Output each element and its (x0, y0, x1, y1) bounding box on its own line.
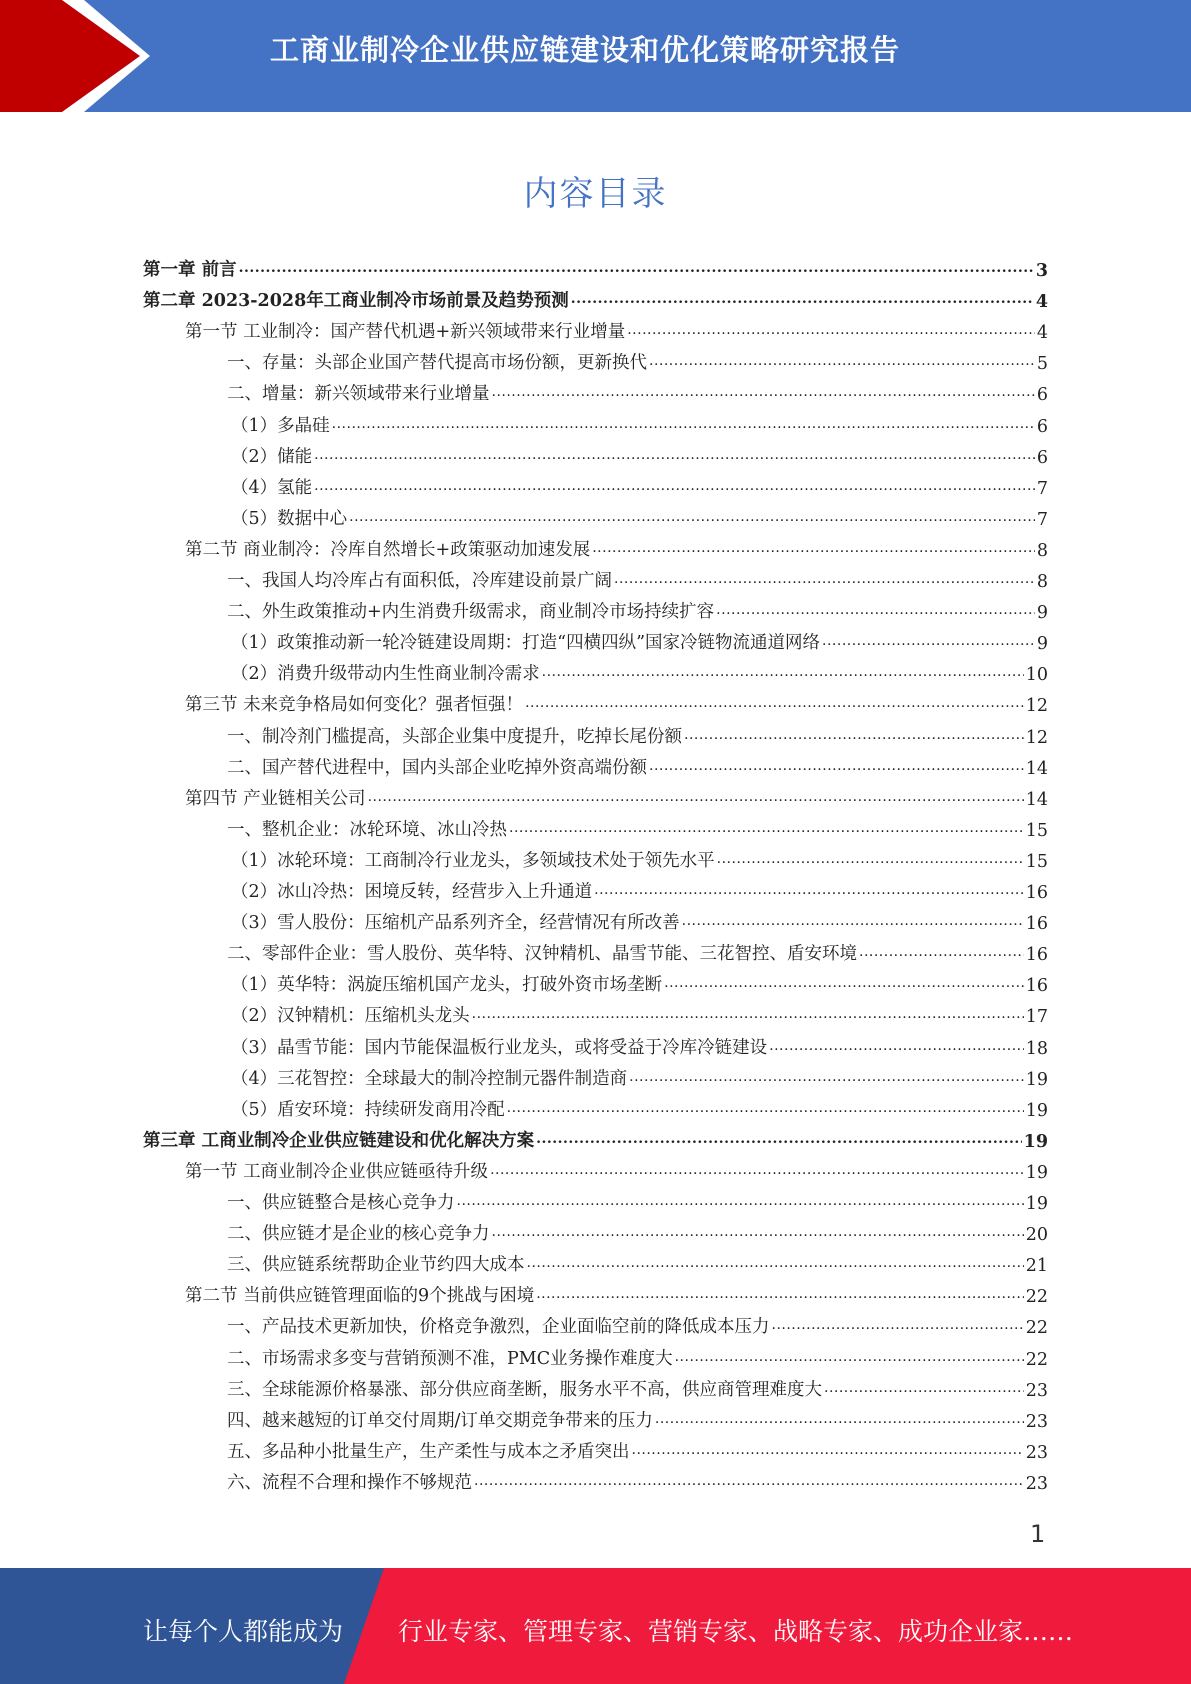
toc-entry[interactable] (185, 533, 1048, 561)
toc-leader-dots (716, 603, 1035, 623)
toc-entry-page: 17 (1025, 1007, 1048, 1028)
toc-leader-dots (822, 634, 1035, 654)
toc-entry-label: 三、供应链系统帮助企业节约四大成本 (227, 1255, 525, 1276)
toc-entry-page: 15 (1025, 820, 1048, 841)
toc-entry[interactable] (143, 253, 1048, 281)
toc-entry-page: 6 (1036, 385, 1048, 406)
toc-entry-page: 23 (1025, 1442, 1048, 1463)
toc-leader-dots (682, 914, 1024, 934)
toc-entry[interactable] (143, 1124, 1048, 1152)
toc-entry-label: 一、我国人均冷库占有面积低，冷库建设前景广阔 (227, 571, 612, 591)
toc-leader-dots (507, 1101, 1024, 1121)
toc-entry[interactable] (227, 377, 1048, 405)
toc-entry[interactable] (231, 906, 1048, 934)
toc-entry-label: 六、流程不合理和操作不够规范 (227, 1472, 472, 1493)
toc-entry-label: （2）冰山冷热：困境反转，经营步入上升通道 (231, 882, 593, 902)
toc-entry-page: 21 (1025, 1256, 1048, 1277)
toc-entry-label: 第三章 工商业制冷企业供应链建设和优化解决方案 (143, 1130, 535, 1151)
toc-entry-page: 4 (1036, 323, 1048, 344)
toc-entry-label: 一、产品技术更新加快，价格竞争激烈，企业面临空前的降低成本压力 (227, 1317, 770, 1338)
toc-leader-dots (627, 323, 1035, 343)
toc-entry-page: 3 (1035, 261, 1048, 281)
toc-entry[interactable] (231, 471, 1048, 499)
toc-leader-dots (474, 1474, 1024, 1494)
toc-entry-page: 4 (1035, 292, 1048, 313)
toc-entry-page: 5 (1036, 354, 1048, 375)
toc-leader-dots (527, 1256, 1024, 1276)
toc-entry[interactable] (185, 315, 1048, 343)
toc-entry-label: 二、市场需求多变与营销预测不准，PMC业务操作难度大 (227, 1348, 673, 1369)
toc-entry-page: 23 (1025, 1380, 1048, 1401)
toc-entry-page: 23 (1025, 1473, 1048, 1494)
toc-leader-dots (649, 354, 1035, 374)
toc-entry[interactable] (227, 1466, 1048, 1494)
toc-entry-page: 23 (1025, 1411, 1048, 1432)
toc-entry[interactable] (227, 813, 1048, 841)
toc-entry-label: 二、供应链才是企业的核心竞争力 (227, 1224, 490, 1245)
toc-entry-page: 9 (1036, 634, 1048, 655)
toc-entry-page: 14 (1025, 758, 1048, 779)
toc-entry-page: 16 (1025, 976, 1048, 997)
toc-entry[interactable] (231, 409, 1048, 437)
toc-entry-label: 二、国产替代进程中，国内头部企业吃掉外资高端份额 (227, 757, 647, 778)
toc-entry-page: 6 (1036, 416, 1048, 437)
toc-leader-dots (632, 1443, 1024, 1463)
toc-entry-page: 12 (1025, 727, 1048, 748)
toc-entry[interactable] (231, 875, 1048, 903)
toc-leader-dots (571, 292, 1034, 312)
toc-leader-dots (536, 1287, 1024, 1307)
toc-entry[interactable] (185, 782, 1048, 810)
toc-leader-dots (664, 976, 1024, 996)
toc-entry-label: （2）消费升级带动内生性商业制冷需求 (231, 664, 540, 685)
toc-leader-dots (684, 728, 1024, 748)
toc-entry[interactable] (231, 999, 1048, 1027)
toc-entry[interactable] (231, 844, 1048, 872)
toc-leader-dots (492, 1225, 1024, 1245)
toc-entry[interactable] (227, 1404, 1048, 1432)
toc-leader-dots (472, 1007, 1024, 1027)
toc-leader-dots (592, 541, 1035, 561)
toc-entry[interactable] (227, 564, 1048, 592)
toc-leader-dots (614, 572, 1035, 592)
toc-entry-label: （3）雪人股份：压缩机产品系列齐全，经营情况有所改善 (231, 913, 680, 934)
toc-entry-label: 第三节 未来竞争格局如何变化？强者恒强！ (185, 695, 524, 716)
toc-entry-page: 6 (1036, 447, 1048, 468)
toc-entry[interactable] (227, 1310, 1048, 1338)
toc-leader-dots (314, 448, 1035, 468)
toc-entry-page: 18 (1025, 1038, 1048, 1059)
toc-leader-dots (772, 1318, 1024, 1338)
toc-entry-page: 8 (1036, 540, 1048, 561)
toc-entry-page: 19 (1025, 1194, 1048, 1214)
toc-leader-dots (649, 759, 1024, 779)
toc-leader-dots (675, 1350, 1024, 1370)
toc-entry[interactable] (231, 626, 1048, 654)
toc-entry-page: 10 (1025, 665, 1048, 686)
toc-entry-label: （5）数据中心 (231, 508, 348, 529)
toc-leader-dots (332, 417, 1035, 437)
toc-entry-page: 19 (1023, 1131, 1048, 1152)
toc-entry-label: 三、全球能源价格暴涨、部分供应商垄断，服务水平不高，供应商管理难度大 (227, 1379, 822, 1400)
toc-entry-label: （2）汉钟精机：压缩机头龙头 (231, 1006, 470, 1027)
toc-entry-label: 四、越来越短的订单交付周期/订单交期竞争带来的压力 (227, 1410, 653, 1431)
toc-entry-page: 14 (1025, 789, 1048, 810)
toc-leader-dots (594, 883, 1024, 903)
footer-slogan-right: 行业专家、管理专家、营销专家、战略专家、成功企业家…… (398, 1617, 1074, 1646)
toc-leader-dots (629, 1070, 1024, 1090)
page-number: 1 (1030, 1520, 1046, 1548)
toc-entry-label: 一、存量：头部企业国产替代提高市场份额，更新换代 (227, 353, 647, 374)
page-footer (0, 1568, 1191, 1684)
toc-entry-page: 22 (1025, 1318, 1048, 1339)
toc-entry-page: 8 (1036, 572, 1048, 592)
toc-entry[interactable] (143, 284, 1048, 312)
toc-leader-dots (457, 1194, 1024, 1214)
toc-entry[interactable] (227, 346, 1048, 374)
toc-entry[interactable] (231, 1031, 1048, 1059)
toc-leader-dots (655, 1412, 1024, 1432)
toc-entry-label: 五、多品种小批量生产，生产柔性与成本之矛盾突出 (227, 1441, 630, 1462)
footer-slogan-left: 让每个人都能成为 (143, 1617, 344, 1646)
toc-entry[interactable] (185, 1279, 1048, 1307)
toc-entry-label: （2）储能 (231, 446, 313, 467)
toc-leader-dots (824, 1381, 1024, 1401)
toc-entry[interactable] (231, 1093, 1048, 1121)
toc-entry-label: （1）英华特：涡旋压缩机国产龙头，打破外资市场垄断 (231, 975, 663, 996)
toc-entry[interactable] (231, 502, 1048, 530)
toc-entry[interactable] (227, 1373, 1048, 1401)
toc-leader-dots (525, 696, 1024, 716)
toc-entry-label: 第一节 工业制冷：国产替代机遇+新兴领域带来行业增量 (185, 322, 626, 343)
toc-entry[interactable] (227, 1186, 1048, 1214)
toc-entry[interactable] (227, 1248, 1048, 1276)
toc-entry[interactable] (231, 968, 1048, 996)
toc-entry-page: 22 (1025, 1349, 1048, 1370)
toc-entry-page: 19 (1025, 1069, 1048, 1090)
toc-entry-page: 7 (1036, 478, 1048, 499)
toc-entry-label: 一、整机企业：冰轮环境、冰山冷热 (227, 819, 507, 840)
toc-entry-page: 16 (1025, 883, 1048, 903)
toc-entry-label: 第一节 工商业制冷企业供应链亟待升级 (185, 1161, 489, 1182)
toc-entry-page: 9 (1036, 603, 1048, 624)
toc-leader-dots (239, 261, 1034, 281)
toc-entry-label: （4）三花智控：全球最大的制冷控制元器件制造商 (231, 1068, 628, 1089)
toc-entry[interactable] (185, 1155, 1048, 1183)
toc-entry-label: （3）晶雪节能：国内节能保温板行业龙头，或将受益于冷库冷链建设 (231, 1037, 768, 1058)
toc-entry-page: 19 (1025, 1162, 1048, 1183)
toc-entry-label: 二、零部件企业：雪人股份、英华特、汉钟精机、晶雪节能、三花智控、盾安环境 (227, 944, 857, 965)
toc-entry-label: （5）盾安环境：持续研发商用冷配 (231, 1099, 505, 1120)
page-header (0, 0, 1191, 112)
toc-entry[interactable] (227, 937, 1048, 965)
toc-entry[interactable] (185, 688, 1048, 716)
toc-entry-label: 第一章 前言 (143, 260, 237, 280)
toc-entry-page: 15 (1025, 851, 1048, 872)
toc-leader-dots (314, 479, 1035, 499)
toc-entry-label: 二、外生政策推动+内生消费升级需求，商业制冷市场持续扩容 (227, 602, 715, 623)
toc-entry-label: 第四节 产业链相关公司 (185, 788, 366, 809)
toc-leader-dots (536, 1132, 1022, 1152)
toc-leader-dots (717, 852, 1024, 872)
toc-leader-dots (769, 1039, 1024, 1059)
toc-entry[interactable] (227, 1342, 1048, 1370)
toc-entry[interactable] (231, 657, 1048, 685)
toc-entry-page: 7 (1036, 509, 1048, 530)
toc-entry[interactable] (227, 595, 1048, 623)
toc-entry[interactable] (227, 751, 1048, 779)
toc-entry[interactable] (231, 1062, 1048, 1090)
toc-entry-label: （1）冰轮环境：工商制冷行业龙头，多领域技术处于领先水平 (231, 850, 715, 871)
toc-leader-dots (349, 510, 1035, 530)
toc-entry-label: 一、制冷剂门槛提高，头部企业集中度提升，吃掉长尾份额 (227, 726, 682, 747)
toc-leader-dots (542, 665, 1024, 685)
toc-entry[interactable] (227, 720, 1048, 748)
toc-entry-label: 第二节 商业制冷：冷库自然增长+政策驱动加速发展 (185, 539, 591, 560)
toc-entry-page: 12 (1025, 696, 1048, 717)
toc-title: 内容目录 (523, 174, 668, 214)
toc-leader-dots (859, 945, 1024, 965)
toc-entry-label: （1）多晶硅 (231, 415, 330, 436)
toc-entry-label: 一、供应链整合是核心竞争力 (227, 1193, 455, 1213)
header-title: 工商业制冷企业供应链建设和优化策略研究报告 (270, 33, 901, 67)
toc-entry-label: 第二节 当前供应链管理面临的9个挑战与困境 (185, 1286, 535, 1307)
toc-entry[interactable] (227, 1217, 1048, 1245)
toc-entry[interactable] (227, 1435, 1048, 1463)
toc-leader-dots (368, 790, 1024, 810)
toc-entry[interactable] (231, 440, 1048, 468)
toc-leader-dots (492, 385, 1035, 405)
toc-leader-dots (509, 821, 1024, 841)
toc-entry-label: 第二章 2023-2028年工商业制冷市场前景及趋势预测 (143, 291, 569, 312)
toc-entry-label: （4）氢能 (231, 477, 313, 498)
toc-entry-page: 19 (1025, 1100, 1048, 1121)
toc-leader-dots (490, 1163, 1024, 1183)
toc-entry-label: （1）政策推动新一轮冷链建设周期：打造“四横四纵”国家冷链物流通道网络 (231, 633, 821, 654)
toc-entry-label: 二、增量：新兴领域带来行业增量 (227, 384, 490, 405)
toc-entry-page: 22 (1025, 1287, 1048, 1308)
toc-entry-page: 20 (1025, 1225, 1048, 1246)
toc-entry-page: 16 (1025, 914, 1048, 935)
toc-entry-page: 16 (1025, 945, 1048, 966)
